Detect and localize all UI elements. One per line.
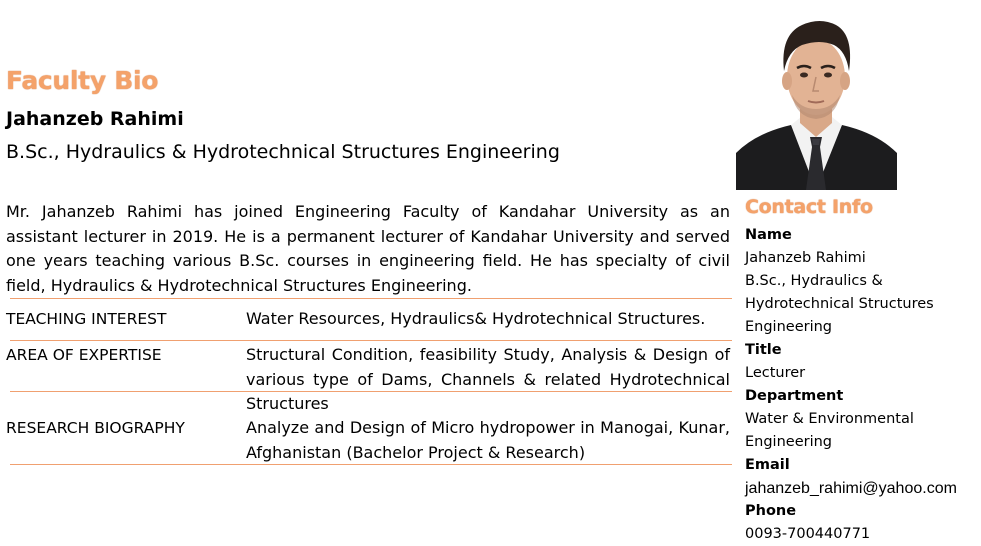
portrait-photo — [736, 5, 897, 190]
row-value-area-of-expertise: Structural Condition, feasibility Study, Analysis & Design of various type of Dams, Channels & related Hydrotechnical Structures — [246, 345, 730, 413]
contact-name-value: Jahanzeb Rahimi — [745, 250, 866, 266]
row-label-research-biography: RESEARCH BIOGRAPHY — [6, 419, 185, 437]
contact-phone-value: 0093-700440771 — [745, 526, 871, 542]
contact-name-label: Name — [745, 227, 792, 243]
row-label-area-of-expertise: AREA OF EXPERTISE — [6, 346, 162, 364]
degree: B.Sc., Hydraulics & Hydrotechnical Structures Engineering — [6, 141, 560, 163]
bio-paragraph: Mr. Jahanzeb Rahimi has joined Engineering Faculty of Kandahar University as an assistant lecturer in 2019. He is a permanent lecturer of Kandahar University and served one years teaching various B.Sc. courses in engineering field. He has specialty of civil field, Hydraulics & Hydrotechnical Structures Engineering. — [6, 202, 730, 295]
row-value-teaching-interest: Water Resources, Hydraulics& Hydrotechnical Structures. — [246, 309, 706, 328]
contact-info-title: Contact Info — [745, 196, 873, 218]
table-divider — [10, 298, 732, 299]
person-name: Jahanzeb Rahimi — [6, 108, 184, 130]
row-label-teaching-interest: TEACHING INTEREST — [6, 310, 167, 328]
contact-title-label: Title — [745, 342, 782, 358]
portrait-icon — [736, 5, 897, 190]
contact-title-value: Lecturer — [745, 365, 806, 381]
faculty-bio-title: Faculty Bio — [6, 66, 159, 95]
contact-department-label: Department — [745, 388, 844, 404]
contact-name-degree: B.Sc., Hydraulics & Hydrotechnical Structures Engineering — [745, 273, 934, 335]
contact-email-label: Email — [745, 457, 790, 473]
row-value-research-biography: Analyze and Design of Micro hydropower in Manogai, Kunar, Afghanistan (Bachelor Project & Research) — [246, 418, 730, 462]
contact-info — [745, 224, 981, 546]
contact-phone-label: Phone — [745, 503, 797, 519]
contact-email-value[interactable]: jahanzeb_rahimi@yahoo.com — [745, 480, 957, 497]
table-divider — [10, 340, 732, 341]
contact-department-value: Water & Environmental Engineering — [745, 411, 914, 450]
